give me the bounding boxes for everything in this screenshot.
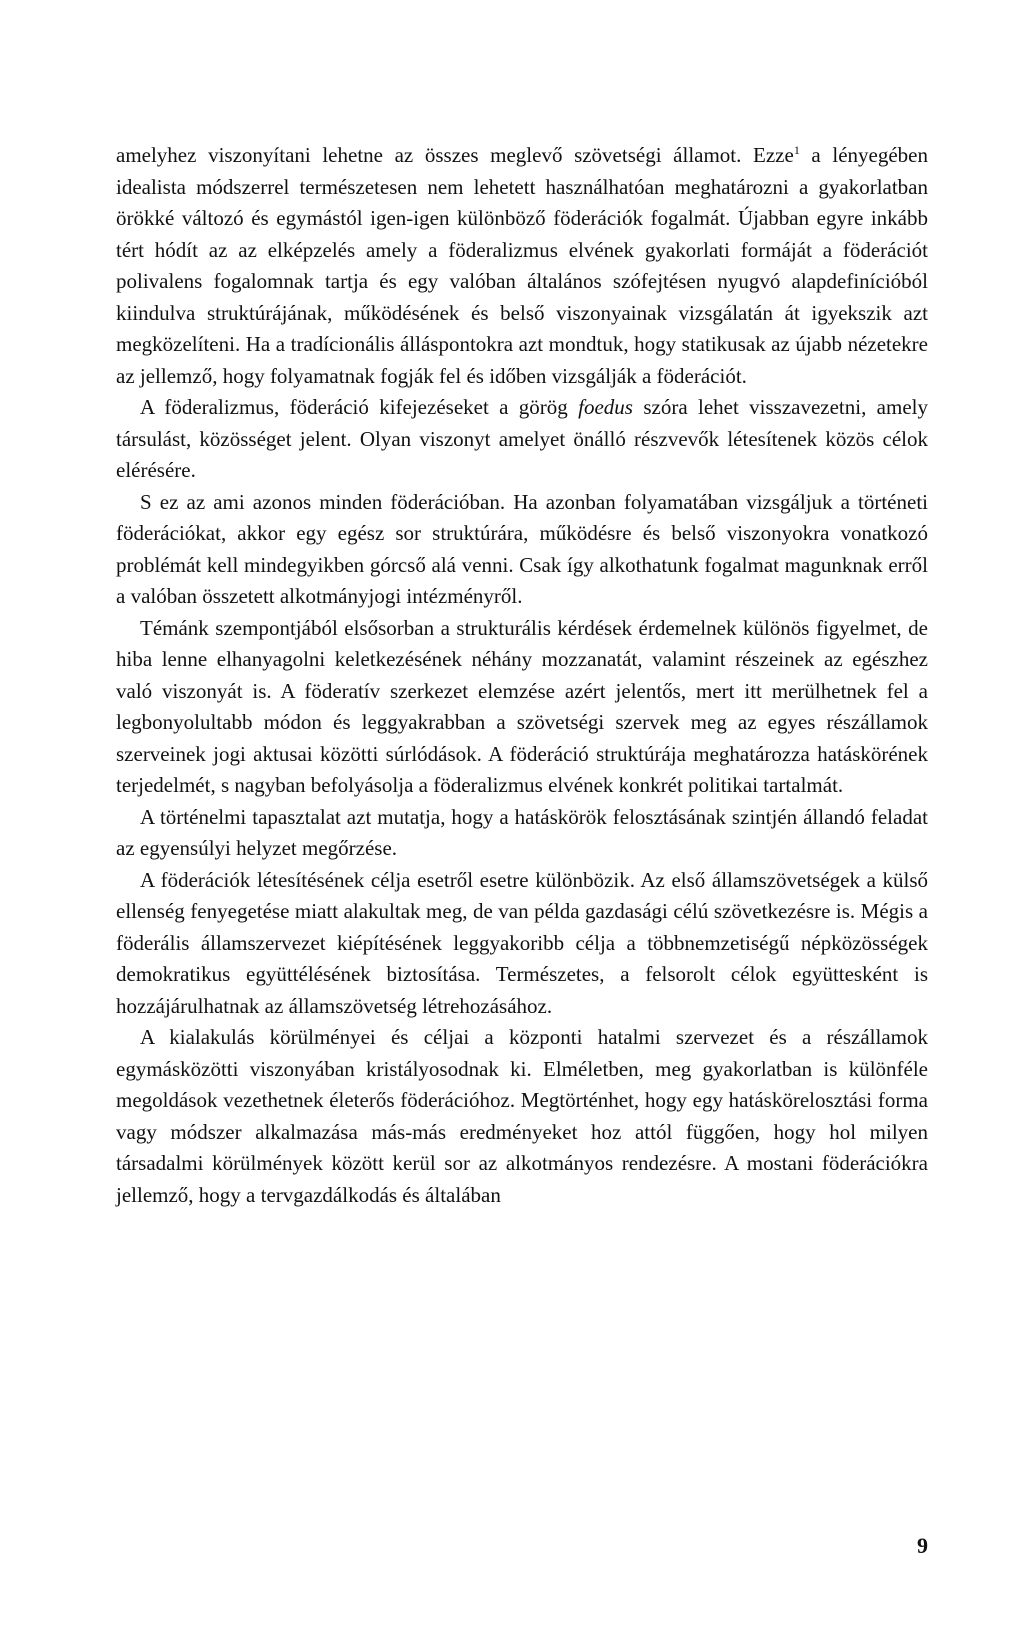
paragraph-3: S ez az ami azonos minden föderációban. Ha azonban folyamatában vizsgáljuk a történeti föderációkat, akkor egy egész sor struktúrára, működésre és belső viszonyokra vonatkozó problémát kell mindegyikben górcső alá venni. Csak így alkothatunk fogalmat magunknak erről a valóban összetett alkotmányjogi intézményről. [116, 489, 928, 608]
paragraph-1-part-b: a lényegében idealista módszerrel természetesen nem lehetett használhatóan meghatározni a gyakorlatban örökké változó és egymástól igen-igen különböző föderációk fogalmát. Újabban egyre inkább tért hódít az az elképzelés amely a föderalizmus elvének gyakorlati formáját a föderációt polivalens fogalomnak tartja és egy valóban általános szófejtésen nyugvó alapdefinícióból kiindulva struktúrájának, működésének és belső viszonyainak vizsgálatán át igyekszik azt megközelíteni. Ha a tradícionális álláspontokra azt mondtuk, hogy statikusak az újabb nézetekre az jellemző, hogy folyamatnak fogják fel és időben vizsgálják a föderációt. [116, 143, 928, 388]
paragraph-4: Témánk szempontjából elsősorban a strukturális kérdések érdemelnek különös figyelmet, de hiba lenne elhanyagolni keletkezésének néhány mozzanatát, valamint részeinek az egészhez való viszonyát is. A föderatív szerkezet elemzése azért jelentős, mert itt merülhetnek fel a legbonyolultabb módon és leggyakrabban a szövetségi szervek meg az egyes részállamok szerveinek jogi aktusai közötti súrlódások. A föderáció struktúrája meghatározza hatáskörének terjedelmét, s nagyban befolyásolja a föderalizmus elvének konkrét politikai tartalmát. [116, 615, 928, 797]
paragraph-5: A történelmi tapasztalat azt mutatja, hogy a hatáskörök felosztásának szintjén állandó feladat az egyensúlyi helyzet megőrzése. [116, 804, 928, 860]
page-number: 9 [917, 1533, 928, 1558]
paragraph-1-part-a: amelyhez viszonyítani lehetne az összes meglevő szövetségi államot. Ezze [116, 143, 794, 167]
paragraph-1 [116, 140, 928, 392]
page-body [116, 140, 928, 1211]
paragraph-6: A föderációk létesítésének célja esetről esetre különbözik. Az első államszövetségek a külső ellenség fenyegetése miatt alakultak meg, de van példa gazdasági célú szövetkezésre is. Mégis a föderális államszervezet kiépítésének leggyakoribb célja a többnemzetiségű népközösségek demokratikus együttélésének biztosítása. Természetes, a felsorolt célok együttesként is hozzájárulhatnak az államszövetség létrehozásához. [116, 867, 928, 1018]
paragraph-7: A kialakulás körülményei és céljai a központi hatalmi szervezet és a részállamok egymásközötti viszonyában kristályosodnak ki. Elméletben, meg gyakorlatban is különféle megoldások vezethetnek életerős föderációhoz. Megtörténhet, hogy egy hatáskörelosztási forma vagy módszer alkalmazása más-más eredményeket hoz attól függően, hogy hol milyen társadalmi körülmények között kerül sor az alkotmányos rendezésre. A mostani föderációkra jellemző, hogy a tervgazdálkodás és általában [116, 1025, 928, 1207]
paragraph-2-part-a: A föderalizmus, föderáció kifejezéseket a görög [140, 395, 579, 419]
footnote-marker: 1 [793, 143, 800, 157]
paragraph-2 [116, 392, 928, 487]
paragraph-2-part-b: szóra lehet visszavezetni, amely társulást, közösséget jelent. Olyan viszonyt amelyet önálló részvevők létesítenek közös célok elérésére. [116, 395, 928, 482]
foedus-term: foedus [578, 395, 633, 419]
